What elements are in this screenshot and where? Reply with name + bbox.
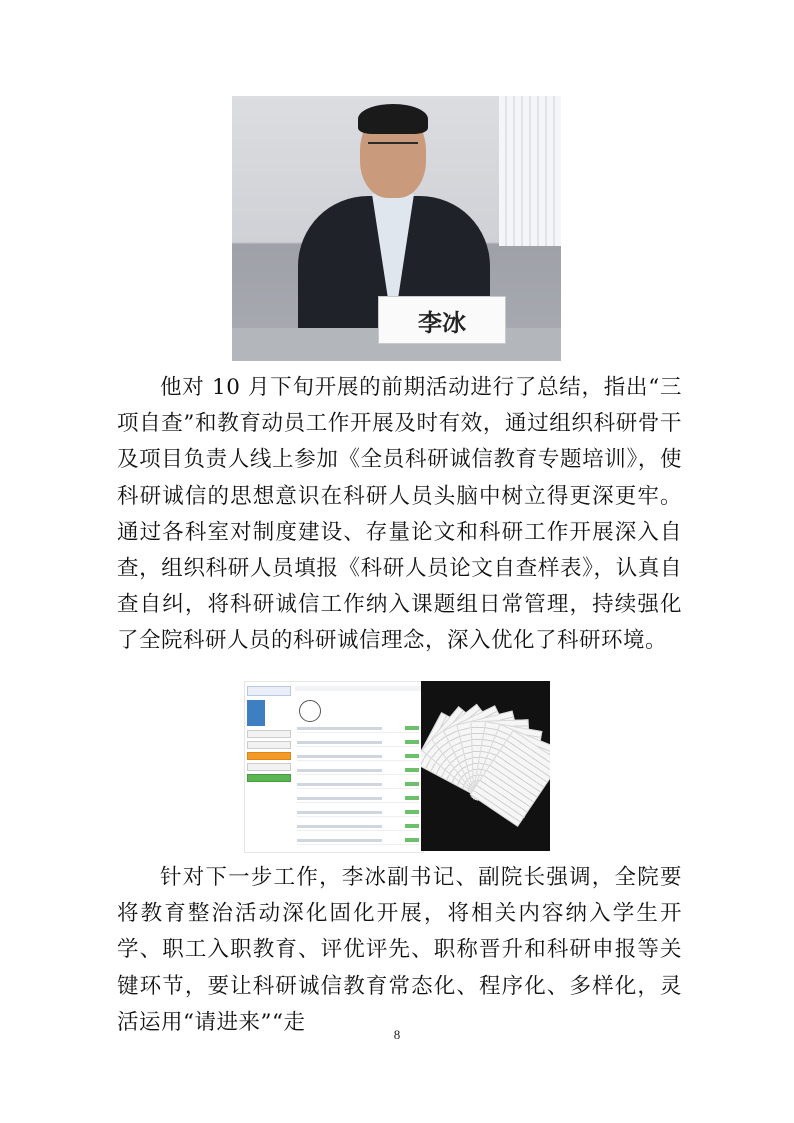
paragraph-summary: 他对 10 月下旬开展的前期活动进行了总结，指出“三项自查”和教育动员工作开展及时有效，通过组织科研骨干及项目负责人线上参加《全员科研诚信教育专题培训》，使科研诚信的思想意识在科研人员头脑中树立得更深更牢。通过各科室对制度建设、存量论文和科研工作开展深入自查，组织科研人员填报《科研人员论文自查样表》，认真自查自纠，将科研诚信工作纳入课题组日常管理，持续强化了全院科研人员的科研诚信理念，深入优化了科研环境。 [117, 375, 682, 654]
page-number: 8 [393, 1027, 401, 1042]
self-check-forms-photo [421, 681, 550, 851]
screenshot-list-row [297, 726, 419, 733]
screenshot-side-button [247, 752, 291, 760]
photo-glasses [368, 142, 418, 156]
screenshot-side-button [247, 774, 291, 782]
screenshot-side-button [247, 763, 291, 771]
screenshot-topbar [295, 686, 421, 691]
speaker-photo [232, 96, 561, 361]
screenshot-avatar [247, 700, 265, 726]
screenshot-side-button [247, 730, 291, 738]
paragraph-next-steps: 针对下一步工作，李冰副书记、副院长强调，全院要将教育整治活动深化固化开展，将相关内容纳入学生开学、职工入职教育、评优评先、职称晋升和科研申报等关键环节，要让科研诚信教育常态化、程序化、多样化，灵活运用“请进来”“走 [117, 865, 682, 1035]
screenshot-list-row [297, 796, 419, 803]
screenshot-list-row [297, 810, 419, 817]
photo-background-window [499, 96, 561, 246]
training-platform-screenshot [244, 681, 424, 853]
photo-hair [358, 104, 428, 134]
screenshot-list-row [297, 838, 419, 845]
nameplate: 李冰 [378, 296, 506, 344]
screenshot-list-row [297, 824, 419, 831]
screenshot-seal [299, 700, 321, 722]
screenshot-side-button [247, 741, 291, 749]
screenshot-logo [247, 686, 291, 696]
screenshot-main-pane [295, 686, 421, 848]
screenshot-list-row [297, 740, 419, 747]
screenshot-sidebar [247, 686, 291, 846]
screenshot-list-row [297, 768, 419, 775]
screenshot-list-row [297, 754, 419, 761]
screenshot-list-row [297, 782, 419, 789]
